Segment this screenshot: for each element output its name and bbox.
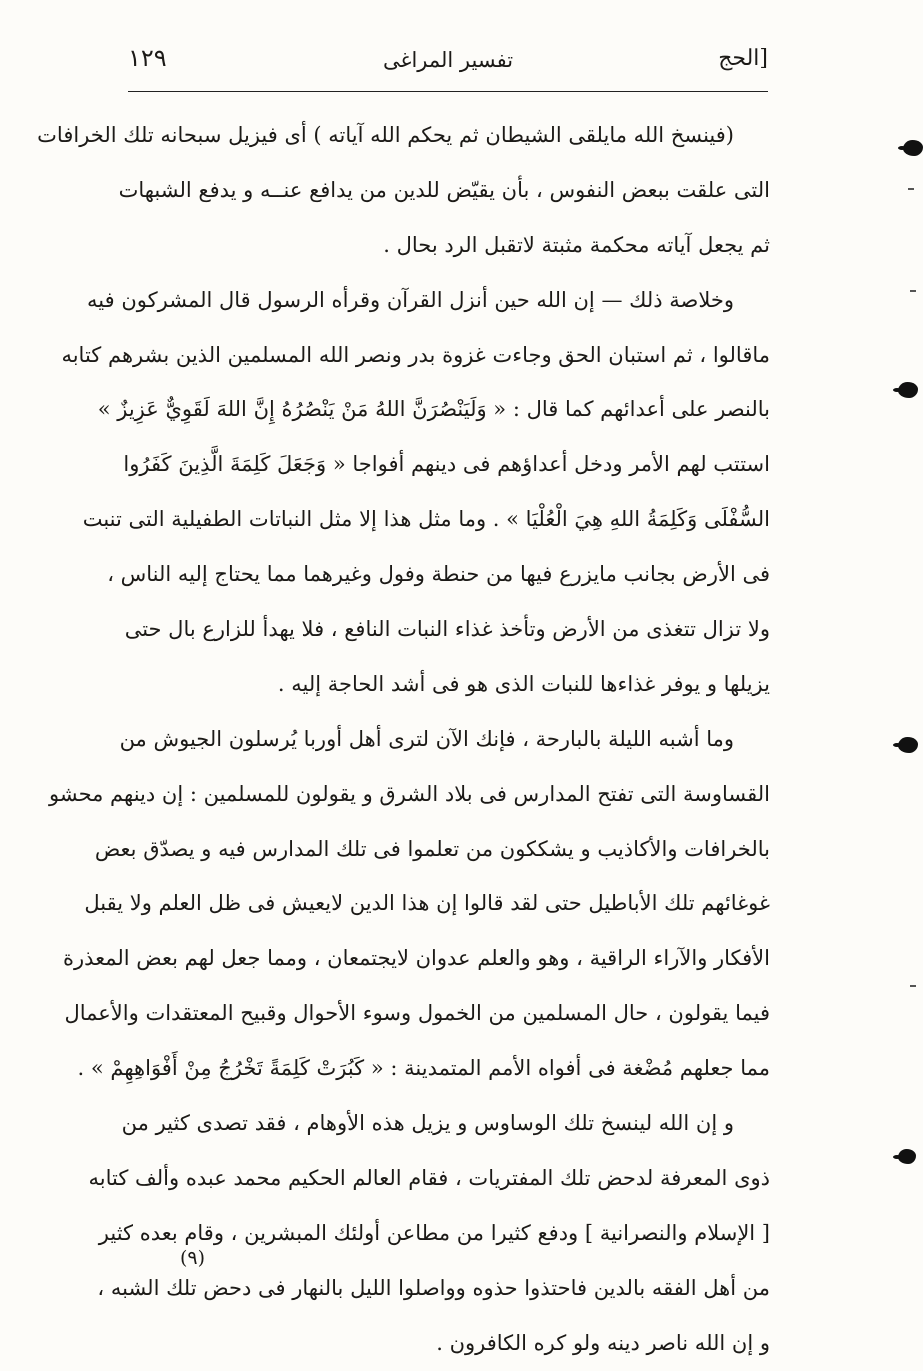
ink-blot	[898, 737, 918, 753]
text-line: وما أشبه الليلة بالبارحة ، فإنك الآن لترى أهل أوربا يُرسلون الجيوش من	[119, 726, 734, 751]
text-line: ذوى المعرفة لدحض تلك المفتريات ، فقام العالم الحكيم محمد عبده وألف كتابه	[88, 1165, 770, 1190]
paragraph-1	[37, 108, 770, 273]
header-rule	[128, 91, 768, 92]
ink-blot	[898, 1149, 916, 1164]
text-line: الأفكار والآراء الراقية ، وهو والعلم عدوان لايجتمعان ، ومما جعل لهم بعض المعذرة	[62, 946, 770, 971]
edge-mark	[908, 188, 914, 190]
text-line: ثم يجعل آياته محكمة مثبتة لاتقبل الرد بحال .	[383, 232, 770, 257]
text-line: استتب لهم الأمر ودخل أعداؤهم فى دينهم أفواجا « وَجَعَلَ كَلِمَةَ الَّذِينَ كَفَرُوا	[123, 452, 770, 477]
text-line: و إن الله لينسخ تلك الوساوس و يزيل هذه الأوهام ، فقد تصدى كثير من	[121, 1111, 734, 1136]
text-line: القساوسة التى تفتح المدارس فى بلاد الشرق و يقولون للمسلمين : إن دينهم محشو	[49, 781, 770, 806]
text-line: من أهل الفقه بالدين فاحتذوا حذوه وواصلوا الليل بالنهار فى دحض تلك الشبه ،	[97, 1275, 770, 1300]
text-line: فى الأرض بجانب مايزرع فيها من حنطة وفول وغيرهما مما يحتاج إليه الناس ،	[107, 562, 770, 587]
signature-mark: (٩)	[180, 1247, 206, 1269]
text-line: [ الإسلام والنصرانية ] ودفع كثيرا من مطاعن أولئك المبشرين ، وقام بعده كثير	[98, 1220, 770, 1245]
text-line: مما جعلهم مُضْغة فى أفواه الأمم المتمدينة : « كَبُرَتْ كَلِمَةً تَخْرُجُ مِنْ أَفْوَاهِهِمْ » .	[77, 1056, 770, 1081]
text-line: بالخرافات والأكاذيب و يشككون من تعلموا فى تلك المدارس فيه و يصدّق بعض	[94, 836, 770, 861]
text-line: التى علقت ببعض النفوس ، بأن يقيّض للدين من يدافع عنــه و يدفع الشبهات	[118, 177, 770, 202]
paragraph-2	[61, 273, 770, 712]
text-line: وخلاصة ذلك — إن الله حين أنزل القرآن وقرأه الرسول قال المشركون فيه	[87, 287, 734, 312]
text-line: فيما يقولون ، حال المسلمين من الخمول وسوء الأحوال وقبيح المعتقدات والأعمال	[64, 1001, 770, 1026]
paragraph-4	[88, 1096, 770, 1370]
ink-blot	[898, 382, 918, 398]
edge-mark	[910, 985, 916, 987]
page-header	[128, 42, 768, 88]
page-body	[37, 108, 770, 1370]
edge-mark	[910, 290, 916, 292]
text-line: يزيلها و يوفر غذاءها للنبات الذى هو فى أشد الحاجة إليه .	[277, 671, 770, 696]
text-line: ماقالوا ، ثم استبان الحق وجاءت غزوة بدر ونصر الله المسلمين الذين بشرهم كتابه	[61, 342, 770, 367]
text-line: بالنصر على أعدائهم كما قال : « وَلَيَنْصُرَنَّ اللهُ مَنْ يَنْصُرُهُ إِنَّ اللهَ لَقَوِيٌّ عَزِيزٌ »	[97, 397, 770, 422]
text-line: ولا تزال تتغذى من الأرض وتأخذ غذاء النبات النافع ، فلا يهدأ للزارع بال حتى	[124, 617, 770, 642]
text-line: (فينسخ الله مايلقى الشيطان ثم يحكم الله آياته ) أى فيزيل سبحانه تلك الخرافات	[37, 123, 734, 147]
book-title: تفسير المراغى	[382, 48, 514, 72]
text-line: السُّفْلَى وَكَلِمَةُ اللهِ هِيَ الْعُلْيَا » . وما مثل هذا إلا مثل النباتات الطفيلية التى تنبت	[82, 507, 770, 532]
paragraph-3	[49, 712, 770, 1096]
text-line: و إن الله ناصر دينه ولو كره الكافرون .	[436, 1330, 770, 1355]
page-number: ١٢٩	[128, 44, 167, 72]
ink-blot	[903, 140, 923, 156]
sura-name: [الحج	[718, 46, 768, 71]
text-line: غوغائهم تلك الأباطيل حتى لقد قالوا إن هذا الدين لايعيش فى ظل العلم ولا يقبل	[84, 891, 770, 916]
